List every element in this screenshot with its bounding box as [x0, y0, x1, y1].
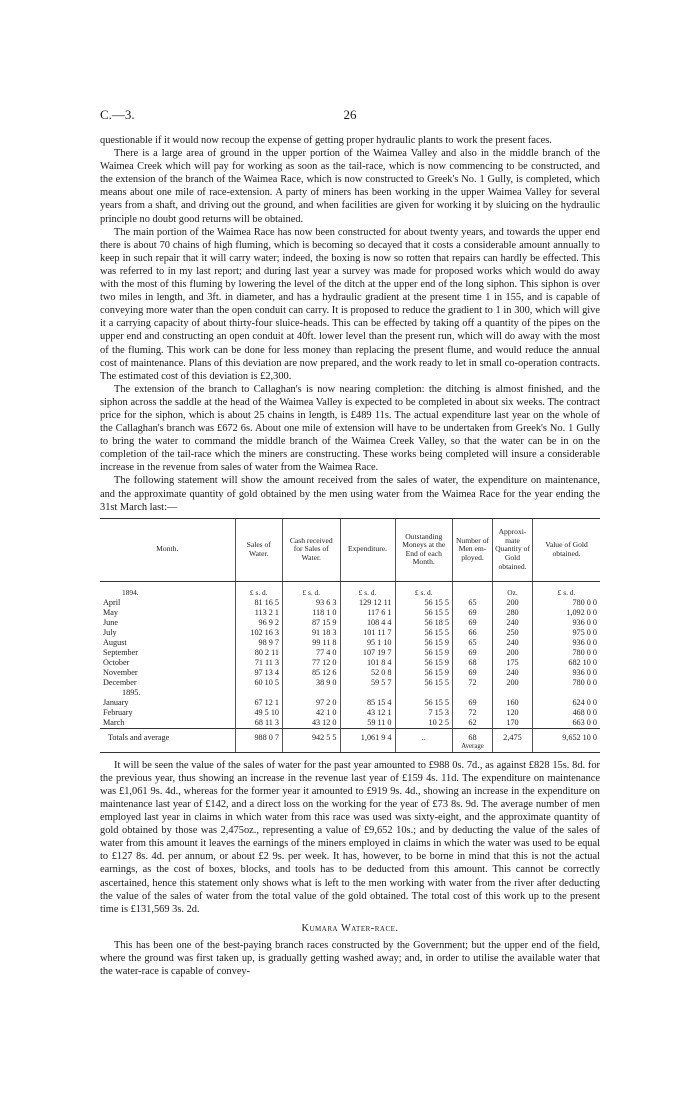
cell-exp: 108 4 4: [340, 618, 395, 628]
unit-label: £ s. d.: [395, 581, 453, 598]
cell-men: 65: [453, 598, 493, 608]
cell-men: 69: [453, 648, 493, 658]
table-row: [100, 598, 600, 608]
unit-label: £ s. d.: [340, 581, 395, 598]
col-cash: Cash received for Sales of Water.: [283, 518, 341, 581]
col-men: Number of Men em-ployed.: [453, 518, 493, 581]
cell-sales: 60 10 5: [235, 678, 283, 688]
col-month: Month.: [100, 518, 235, 581]
cell-oz: 200: [493, 598, 533, 608]
cell-cash: 118 1 0: [283, 608, 341, 618]
cell-out: 56 15 9: [395, 658, 453, 668]
cell-sales: 98 9 7: [235, 638, 283, 648]
cell-cash: 93 6 3: [283, 598, 341, 608]
body-text: [100, 134, 600, 978]
cell-exp: 59 11 0: [340, 718, 395, 729]
cell-sales: 71 11 3: [235, 658, 283, 668]
table-row: [100, 638, 600, 648]
cell-oz: 240: [493, 638, 533, 648]
cell-month: October: [103, 657, 130, 667]
table-total-row: [100, 728, 600, 752]
table-row: [100, 581, 600, 598]
cell-value: 468 0 0: [533, 708, 601, 718]
year-label: 1894.: [122, 587, 139, 597]
cell-oz: 200: [493, 648, 533, 658]
paragraph: The following statement will show the amount received from the sales of water, the expenditure on maintenance, and the approximate quantity of gold obtained by the men using water from the Waimea Race for the year ending the 31st March last:—: [100, 475, 600, 513]
cell-value: 936 0 0: [533, 618, 601, 628]
cell-out: 56 15 5: [395, 598, 453, 608]
cell-value: 936 0 0: [533, 638, 601, 648]
unit-label: £ s. d.: [235, 581, 283, 598]
document-reference: C.—3.: [100, 107, 135, 122]
cell-sales: 81 16 5: [235, 598, 283, 608]
cell-month: July: [103, 627, 117, 637]
cell-month: February: [103, 707, 133, 717]
cell-exp: 101 11 7: [340, 628, 395, 638]
cell-sales: 113 2 1: [235, 608, 283, 618]
cell-cash: 42 1 0: [283, 708, 341, 718]
cell-exp: 129 12 11: [340, 598, 395, 608]
table-header-row: [100, 518, 600, 581]
page-header: [100, 84, 600, 122]
cell-cash: 99 11 8: [283, 638, 341, 648]
cell-value: 780 0 0: [533, 598, 601, 608]
cell-exp: 95 1 10: [340, 638, 395, 648]
cell-value: 780 0 0: [533, 648, 601, 658]
cell-cash: 77 12 0: [283, 658, 341, 668]
cell-sales: 49 5 10: [235, 708, 283, 718]
cell-out: 56 15 5: [395, 628, 453, 638]
cell-month: June: [103, 617, 119, 627]
cell-month: May: [103, 607, 119, 617]
table-row: [100, 658, 600, 668]
cell-exp: 59 5 7: [340, 678, 395, 688]
cell-month: January: [103, 697, 129, 707]
cell-oz: 170: [493, 718, 533, 729]
cell-exp: 85 15 4: [340, 698, 395, 708]
cell-out: 56 18 5: [395, 618, 453, 628]
cell-men: 69: [453, 668, 493, 678]
cell-sales: 67 12 1: [235, 698, 283, 708]
col-expenditure: Expenditure.: [340, 518, 395, 581]
water-sales-table: [100, 518, 600, 753]
table-row: [100, 668, 600, 678]
paragraph: This has been one of the best-paying branch races constructed by the Government; but the upper end of the field, where the ground was first taken up, is gradually getting washed away; and, in order to utilise the available water that the water-race is capable of convey-: [100, 939, 600, 978]
cell-value: 936 0 0: [533, 668, 601, 678]
cell-men: 72: [453, 678, 493, 688]
cell-exp: 107 19 7: [340, 648, 395, 658]
section-title: Kumara Water-race.: [301, 922, 399, 934]
unit-label: £ s. d.: [283, 581, 341, 598]
cell-oz: 250: [493, 628, 533, 638]
cell-men: 72: [453, 708, 493, 718]
cell-cash: 77 4 0: [283, 648, 341, 658]
total-value: 9,652 10 0: [533, 728, 601, 752]
cell-cash: 85 12 6: [283, 668, 341, 678]
cell-value: 663 0 0: [533, 718, 601, 729]
cell-sales: 102 16 3: [235, 628, 283, 638]
cell-men: 62: [453, 718, 493, 729]
cell-value: 682 10 0: [533, 658, 601, 668]
table-row: [100, 678, 600, 688]
total-label: Totals and average: [100, 728, 235, 752]
cell-month: September: [103, 647, 139, 657]
cell-out: 56 15 9: [395, 638, 453, 648]
col-gold-qty: Approxi-mate Quantity of Gold obtained.: [493, 518, 533, 581]
cell-month: August: [103, 637, 127, 647]
average-note: Average: [461, 742, 484, 750]
total-out: ..: [395, 728, 453, 752]
cell-value: 780 0 0: [533, 678, 601, 688]
cell-exp: 101 8 4: [340, 658, 395, 668]
cell-men: 65: [453, 638, 493, 648]
cell-oz: 240: [493, 618, 533, 628]
cell-value: 624 0 0: [533, 698, 601, 708]
cell-month: March: [103, 717, 125, 727]
total-sales: 988 0 7: [235, 728, 283, 752]
cell-out: 56 15 5: [395, 608, 453, 618]
cell-men: 66: [453, 628, 493, 638]
cell-month: December: [103, 677, 137, 687]
total-cash: 942 5 5: [283, 728, 341, 752]
table-row: [100, 628, 600, 638]
unit-label: Oz.: [493, 581, 533, 598]
cell-men: 68: [453, 658, 493, 668]
paragraph: questionable if it would now recoup the expense of getting proper hydraulic plants to work the present faces.: [100, 135, 552, 146]
total-men-value: 68: [468, 732, 477, 742]
total-men: [453, 728, 493, 752]
table-row: [100, 608, 600, 618]
cell-oz: 200: [493, 678, 533, 688]
cell-cash: 38 9 0: [283, 678, 341, 688]
cell-oz: 175: [493, 658, 533, 668]
paragraph: It will be seen the value of the sales of water for the past year amounted to £988 0s. 7d., as against £828 15s. 8d. for the previous year, thus showing an increase in the revenue last year of £159 4s. 11d. The expenditure on maintenance was £1,061 9s. 4d., whereas for the former year it amounted to £919 9s. 4d., showing an increase in the expenditure on maintenance last year of £142, and a direct loss on the working for the year of £73 8s. 9d. The average number of men employed last year in claims in which water from this race was used was sixty-eight, and the approximate quantity of gold obtained by those was 2,475oz., representing a value of £9,652 10s.; and by deducting the value of the sales of water from this amount it leaves the earnings of the miners employed in claims in which the water was used to be equal to £127 8s. 4d. per annum, or about £2 9s. per week. It has, however, to be borne in mind that this is not the actual earnings, as the cost of boxes, blocks, and tools has to be deducted from this amount. This cannot be correctly ascertained, hence this statement only shows what is left to the men working with water from the river after deducting the value of the sales of water from the total value of the gold obtained. The total cost of this work up to the present time is £131,569 3s. 2d.: [100, 759, 600, 915]
unit-label: £ s. d.: [533, 581, 601, 598]
cell-exp: 43 12 1: [340, 708, 395, 718]
total-oz: 2,475: [493, 728, 533, 752]
paragraph: The extension of the branch to Callaghan's is now nearing completion: the ditching is almost finished, and the siphon across the saddle at the head of the Waimea Valley is expected to be completed in about six weeks. The contract price for the siphon, which is about 25 chains in length, is £489 11s. The actual expenditure last year on the whole of the Callaghan's branch was £672 6s. About one mile of extension will have to be undertaken from Greek's No. 1 Gully to bring the water to command the middle branch of the Waimea Creek Valley, so that the water can be in on the completion of the tail-race which the miners are constructing. These works being completed will insure a considerable increase in the revenue from sales of water from the Waimea Race.: [100, 383, 600, 474]
cell-men: 69: [453, 618, 493, 628]
cell-exp: 52 0 8: [340, 668, 395, 678]
table-row: [100, 688, 600, 698]
cell-cash: 91 18 3: [283, 628, 341, 638]
page-number: 26: [343, 107, 357, 122]
cell-sales: 96 9 2: [235, 618, 283, 628]
col-sales: Sales of Water.: [235, 518, 283, 581]
cell-out: 7 15 3: [395, 708, 453, 718]
cell-sales: 80 2 11: [235, 648, 283, 658]
cell-cash: 43 12 0: [283, 718, 341, 729]
cell-value: 975 0 0: [533, 628, 601, 638]
cell-oz: 280: [493, 608, 533, 618]
col-gold-value: Value of Gold obtained.: [533, 518, 601, 581]
cell-month: April: [103, 597, 121, 607]
cell-oz: 240: [493, 668, 533, 678]
cell-out: 56 15 5: [395, 678, 453, 688]
table-row: [100, 718, 600, 729]
cell-month: November: [103, 667, 138, 677]
total-exp: 1,061 9 4: [340, 728, 395, 752]
cell-cash: 97 2 0: [283, 698, 341, 708]
col-outstanding: Outstanding Moneys at the End of each Month.: [395, 518, 453, 581]
cell-men: 69: [453, 698, 493, 708]
cell-cash: 87 15 9: [283, 618, 341, 628]
cell-men: 69: [453, 608, 493, 618]
cell-out: 10 2 5: [395, 718, 453, 729]
cell-value: 1,092 0 0: [533, 608, 601, 618]
paragraph: There is a large area of ground in the upper portion of the Waimea Valley and also in the middle branch of the Waimea Creek which will pay for working as soon as the tail-race, which is now commencing to be constructed, and the extension of the branch of the Waimea Race, which is now constructed to Greek's No. 1 Gully, is completed, which means about one mile of race-extension. A party of miners has been working in the upper Waimea Valley for several years from a shaft, and driving out the ground, and when facilities are given for working it by sluicing on the hydraulic principle no doubt good returns will be obtained.: [100, 148, 600, 225]
cell-oz: 120: [493, 708, 533, 718]
cell-sales: 97 13 4: [235, 668, 283, 678]
cell-oz: 160: [493, 698, 533, 708]
cell-exp: 117 6 1: [340, 608, 395, 618]
year-label: 1895.: [122, 687, 141, 697]
table-row: [100, 618, 600, 628]
table-row: [100, 648, 600, 658]
table-row: [100, 698, 600, 708]
cell-out: 56 15 9: [395, 648, 453, 658]
table-row: [100, 708, 600, 718]
paragraph: The main portion of the Waimea Race has now been constructed for about twenty years, and towards the upper end there is about 70 chains of high fluming, which is becoming so decayed that it costs a considerable amount annually to keep in such repair that it will carry water; indeed, the boxing is now so rotten that repairs can hardly be effected. This was referred to in my last report; and during last year a survey was made for proposed works which would do away with the most of this fluming by lowering the level of the ditch at the upper end of the long siphon. This siphon is over two miles in length, and 3ft. in diameter, and has a hydraulic gradient at the present time 1 in 155, and is capable of conveying more water than the open conduit can carry. It is proposed to reduce the gradient to 1 in 300, which will give it a carrying capacity of about thirty-four sluice-heads. This can be effected by taking off a quantity of the pipes on the upper end and constructing an open conduit at 40ft. lower level than the present run, which will do away with the most of the fluming. This work can be done for less money than replacing the present flume, and would reduce the annual cost of maintenance. Plans of this deviation are now prepared, and the work ready to let in small co-operation contracts. The estimated cost of this deviation is £2,300.: [100, 226, 600, 382]
cell-sales: 68 11 3: [235, 718, 283, 729]
cell-out: 56 15 5: [395, 698, 453, 708]
cell-out: 56 15 9: [395, 668, 453, 678]
